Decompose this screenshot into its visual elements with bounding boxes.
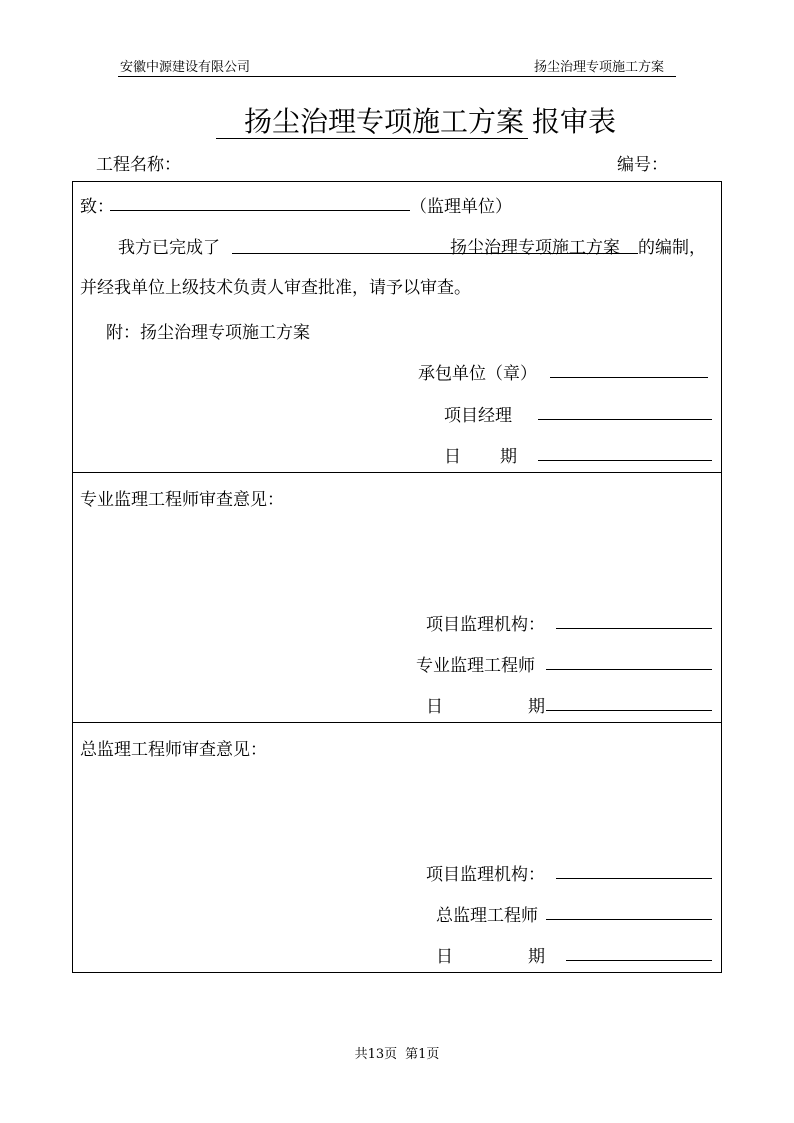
date-line-3[interactable] bbox=[566, 960, 712, 961]
project-name-label: 工程名称： bbox=[96, 155, 181, 175]
date-label-3a: 日 bbox=[436, 947, 453, 967]
supervisor-unit-line[interactable] bbox=[110, 210, 410, 211]
title-suffix: 报审表 bbox=[532, 105, 617, 138]
to-label: 致： bbox=[80, 197, 114, 217]
page-footer bbox=[0, 1043, 794, 1062]
date-label-1b: 期 bbox=[500, 447, 517, 467]
manager-label: 项目经理 bbox=[444, 406, 512, 426]
manager-line[interactable] bbox=[538, 419, 712, 420]
specialist-engineer-label: 专业监理工程师 bbox=[416, 656, 535, 676]
completion-suffix: 的编制， bbox=[638, 238, 706, 258]
header-rule bbox=[118, 76, 676, 77]
date-label-3b: 期 bbox=[528, 947, 545, 967]
chief-engineer-line[interactable] bbox=[546, 919, 712, 920]
contractor-label: 承包单位（章） bbox=[418, 364, 537, 384]
header-company: 安徽中源建设有限公司 bbox=[120, 60, 251, 75]
org-line-2[interactable] bbox=[556, 628, 712, 629]
date-line-2[interactable] bbox=[546, 710, 712, 711]
page-total: 共13页 bbox=[354, 1047, 398, 1062]
page-current: 第1页 bbox=[405, 1047, 440, 1062]
title-subject: 扬尘治理专项施工方案 bbox=[216, 105, 528, 139]
to-suffix: （监理单位） bbox=[410, 197, 512, 217]
date-label-2a: 日 bbox=[426, 697, 443, 717]
attachment-text: 附：扬尘治理专项施工方案 bbox=[106, 323, 310, 343]
date-line-1[interactable] bbox=[538, 460, 712, 461]
header-doc-name: 扬尘治理专项施工方案 bbox=[534, 60, 665, 75]
completion-prefix: 我方已完成了 bbox=[118, 238, 220, 258]
completion-subject: 扬尘治理专项施工方案 bbox=[450, 238, 620, 258]
date-label-1a: 日 bbox=[444, 447, 461, 467]
page-title bbox=[216, 100, 616, 140]
number-label: 编号： bbox=[617, 155, 668, 175]
approval-text: 并经我单位上级技术负责人审查批准，请予以审查。 bbox=[80, 278, 471, 298]
specialist-review-heading: 专业监理工程师审查意见： bbox=[80, 490, 284, 510]
chief-review-heading: 总监理工程师审查意见： bbox=[80, 740, 267, 760]
specialist-engineer-line[interactable] bbox=[546, 669, 712, 670]
org-label-2: 项目监理机构： bbox=[426, 615, 545, 635]
contractor-line[interactable] bbox=[550, 377, 708, 378]
date-label-2b: 期 bbox=[528, 697, 545, 717]
org-label-3: 项目监理机构： bbox=[426, 865, 545, 885]
chief-engineer-label: 总监理工程师 bbox=[436, 906, 538, 926]
org-line-3[interactable] bbox=[556, 878, 712, 879]
